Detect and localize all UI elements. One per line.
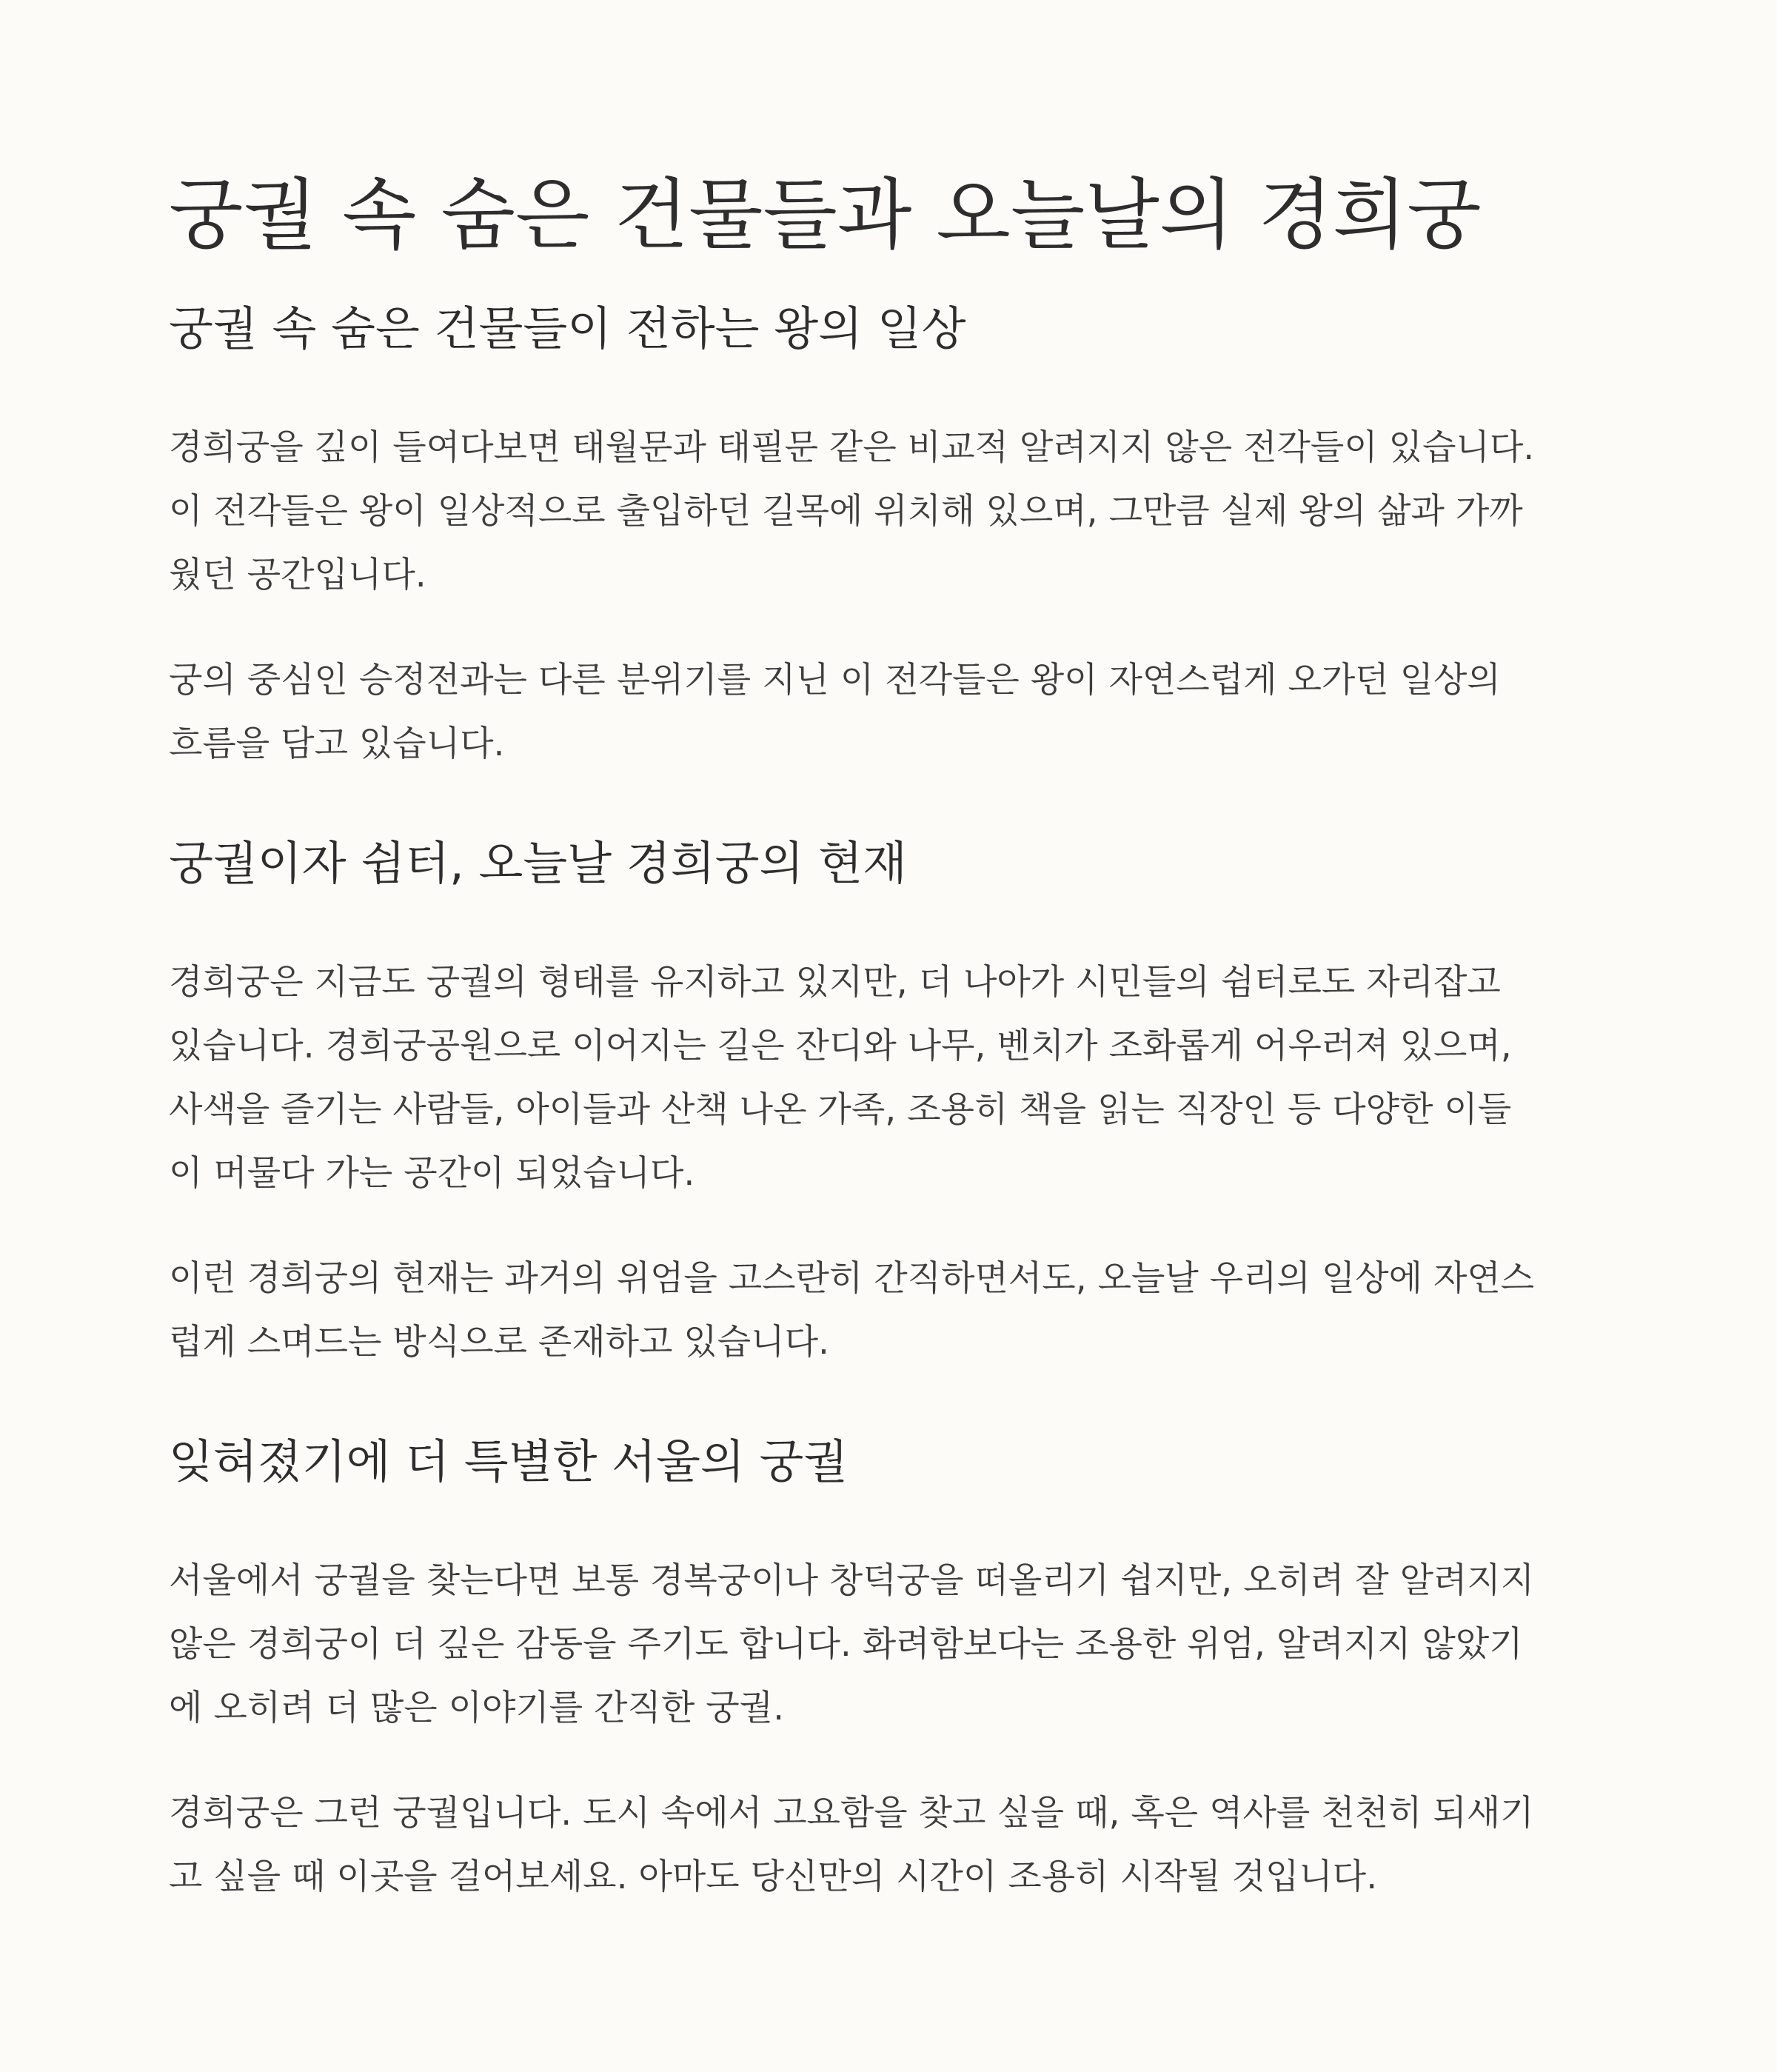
paragraph-line: 럽게 스며드는 방식으로 존재하고 있습니다. [169, 1322, 829, 1363]
paragraph-line: 흐름을 담고 있습니다. [169, 723, 505, 764]
section-heading-forgotten-palace: 잊혀졌기에 더 특별한 서울의 궁궐 [169, 1434, 849, 1488]
paragraph-line: 사색을 즐기는 사람들, 아이들과 산책 나온 가족, 조용히 책을 읽는 직장인 등 다양한 이들 [169, 1089, 1512, 1130]
paragraph-line: 이런 경희궁의 현재는 과거의 위엄을 고스란히 간직하면서도, 오늘날 우리의 일상에 자연스 [169, 1258, 1535, 1299]
paragraph-line: 경희궁은 그런 궁궐입니다. 도시 속에서 고요함을 찾고 싶을 때, 혹은 역사를 천천히 되새기 [169, 1793, 1534, 1834]
paragraph-line: 경희궁을 깊이 들여다보면 태월문과 태필문 같은 비교적 알려지지 않은 전각들이 있습니다. [169, 427, 1535, 468]
paragraph [169, 649, 1608, 776]
paragraph [169, 951, 1608, 1206]
paragraph-line: 있습니다. 경희궁공원으로 이어지는 길은 잔디와 나무, 벤치가 조화롭게 어우러져 있으며, [169, 1026, 1512, 1066]
paragraph-line: 에 오히려 더 많은 이야기를 간직한 궁궐. [169, 1688, 785, 1728]
section-heading-present-day: 궁궐이자 쉼터, 오늘날 경희궁의 현재 [169, 836, 907, 890]
paragraph-line: 웠던 공간입니다. [169, 555, 426, 595]
paragraph-line: 이 머물다 가는 공간이 되었습니다. [169, 1153, 695, 1194]
paragraph-line: 이 전각들은 왕이 일상적으로 출입하던 길목에 위치해 있으며, 그만큼 실제 왕의 삶과 가까 [169, 491, 1523, 532]
paragraph-line: 고 싶을 때 이곳을 걸어보세요. 아마도 당신만의 시간이 조용히 시작될 것입니다. [169, 1857, 1378, 1897]
paragraph-line: 경희궁은 지금도 궁궐의 형태를 유지하고 있지만, 더 나아가 시민들의 쉼터로도 자리잡고 [169, 962, 1501, 1003]
section-heading-royal-daily-life: 궁궐 속 숨은 건물들이 전하는 왕의 일상 [169, 301, 966, 355]
page-title: 궁궐 속 숨은 건물들과 오늘날의 경희궁 [169, 170, 1482, 260]
paragraph-line: 궁의 중심인 승정전과는 다른 분위기를 지닌 이 전각들은 왕이 자연스럽게 오가던 일상의 [169, 660, 1501, 701]
paragraph-line: 서울에서 궁궐을 찾는다면 보통 경복궁이나 창덕궁을 떠올리기 쉽지만, 오히려 잘 알려지지 [169, 1560, 1535, 1601]
paragraph [169, 1247, 1608, 1374]
paragraph [169, 416, 1608, 607]
paragraph-line: 않은 경희궁이 더 깊은 감동을 주기도 합니다. 화려함보다는 조용한 위엄, 알려지지 않았기 [169, 1624, 1523, 1665]
paragraph [169, 1549, 1608, 1740]
paragraph [169, 1782, 1608, 1909]
